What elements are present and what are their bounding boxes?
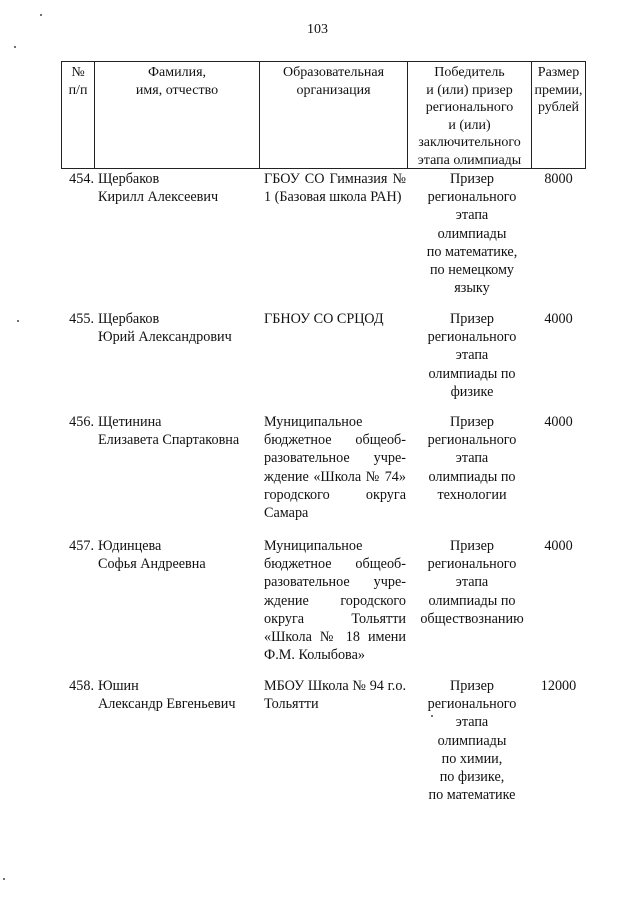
olympiad-status: Призер регионального этапа олимпиады по химии, по физике, по математике bbox=[427, 678, 517, 804]
organization: ГБНОУ СО СРЦОД bbox=[264, 311, 384, 327]
header-prize: Размер премии, рублей bbox=[534, 65, 583, 115]
scan-speck bbox=[17, 320, 19, 322]
row-number: 458. bbox=[69, 678, 94, 694]
table-header bbox=[61, 61, 586, 169]
prize-amount: 4000 bbox=[544, 414, 573, 430]
header-status: Победитель и (или) призер регионального и (или) заключительного этапа олимпиады bbox=[417, 65, 522, 168]
organization: Муниципальное бюджетное общеоб-разовательное учре-ждение «Школа № 74» городского округа Самара bbox=[264, 414, 406, 522]
scan-speck bbox=[431, 715, 433, 717]
row-number: 455. bbox=[69, 311, 94, 327]
olympiad-status: Призер регионального этапа олимпиады по технологии bbox=[427, 414, 517, 503]
organization: ГБОУ СО Гимназия № 1 (Базовая школа РАН) bbox=[264, 171, 406, 206]
student-name: Юшин Александр Евгеньевич bbox=[98, 678, 236, 713]
scan-speck bbox=[40, 14, 42, 16]
row-number: 454. bbox=[69, 171, 94, 187]
row-number: 456. bbox=[69, 414, 94, 430]
organization: Муниципальное бюджетное общеоб-разовательное учре-ждение городского округа Тольятти «Школа № 18 имени Ф.М. Колыбова» bbox=[264, 538, 406, 664]
olympiad-status: Призер регионального этапа олимпиады по обществознанию bbox=[420, 538, 524, 627]
header-name: Фамилия, имя, отчество bbox=[135, 65, 219, 98]
student-name: Щетинина Елизавета Спартаковна bbox=[98, 414, 240, 449]
row-number: 457. bbox=[69, 538, 94, 554]
prize-amount: 4000 bbox=[544, 538, 573, 554]
scan-speck bbox=[3, 878, 5, 880]
page-number: 103 bbox=[307, 22, 328, 37]
header-organization: Образовательная организация bbox=[282, 65, 385, 98]
prize-amount: 4000 bbox=[544, 311, 573, 327]
prize-amount: 12000 bbox=[540, 678, 577, 694]
olympiad-status: Призер регионального этапа олимпиады по физике bbox=[427, 311, 517, 400]
organization: МБОУ Школа № 94 г.о. Тольятти bbox=[264, 678, 406, 713]
scan-speck bbox=[14, 46, 16, 48]
header-number: № п/п bbox=[68, 65, 88, 98]
student-name: Юдинцева Софья Андреевна bbox=[98, 538, 206, 573]
olympiad-status: Призер регионального этапа олимпиады по математике, по немецкому языку bbox=[426, 171, 518, 297]
student-name: Щербаков Юрий Александрович bbox=[98, 311, 232, 346]
student-name: Щербаков Кирилл Алексеевич bbox=[98, 171, 219, 206]
prize-amount: 8000 bbox=[544, 171, 573, 187]
